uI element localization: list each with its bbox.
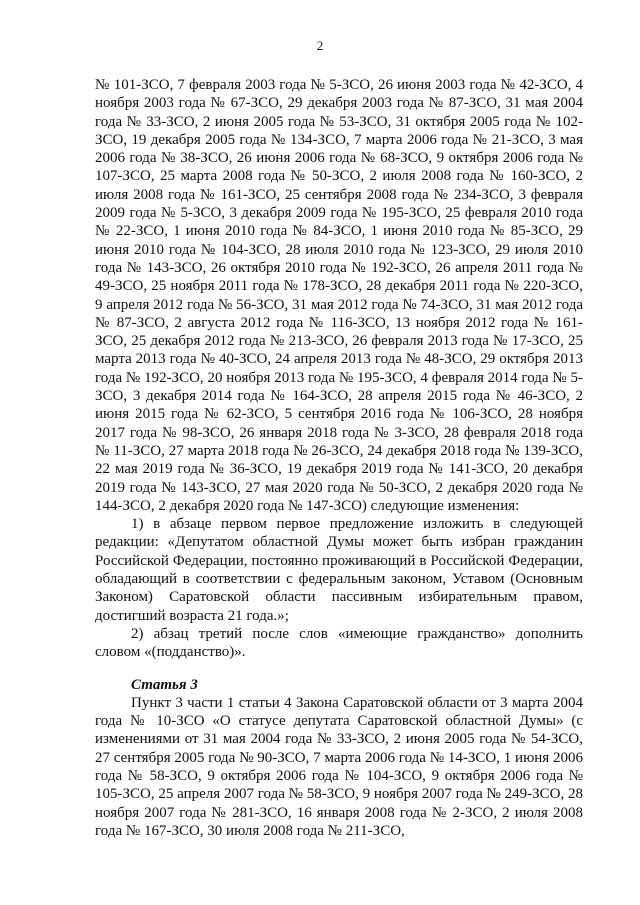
article-heading: Статья 3: [131, 676, 198, 693]
article-paragraph: Пункт 3 части 1 статьи 4 Закона Саратовской области от 3 марта 2004 года № 10-ЗСО «О статусе депутата Саратовской областной Думы» (с изменениями от 31 мая 2004 года № 33-ЗСО, 2 июня 2005 года № 54-ЗСО, 27 сентября 2005 года № 90-ЗСО, 7 марта 2006 года № 14-ЗСО, 1 июня 2006 года № 58-ЗСО, 9 октября 2006 года № 104-ЗСО, 9 октября 2006 года № 105-ЗСО, 25 апреля 2007 года № 58-ЗСО, 9 ноября 2007 года № 249-ЗСО, 28 ноября 2007 года № 281-ЗСО, 16 января 2008 года № 2-ЗСО, 2 июля 2008 года № 167-ЗСО, 30 июля 2008 года № 211-ЗСО,: [95, 694, 583, 839]
amendment-item-2: 2) абзац третий после слов «имеющие гражданство» дополнить словом «(подданство)».: [95, 625, 583, 661]
amendment-list-paragraph: № 101-ЗСО, 7 февраля 2003 года № 5-ЗСО, 26 июня 2003 года № 42-ЗСО, 4 ноября 2003 года № 67-ЗСО, 29 декабря 2003 года № 87-ЗСО, 31 мая 2004 года № 33-ЗСО, 2 июня 2005 года № 53-ЗСО, 31 октября 2005 года № 102-ЗСО, 19 декабря 2005 года № 134-ЗСО, 7 марта 2006 года № 21-ЗСО, 3 мая 2006 года № 38-ЗСО, 26 июня 2006 года № 68-ЗСО, 9 октября 2006 года № 107-ЗСО, 25 марта 2008 года № 50-ЗСО, 2 июля 2008 года № 160-ЗСО, 2 июля 2008 года № 161-ЗСО, 25 сентября 2008 года № 234-ЗСО, 3 февраля 2009 года № 5-ЗСО, 3 декабря 2009 года № 195-ЗСО, 25 февраля 2010 года № 22-ЗСО, 1 июня 2010 года № 84-ЗСО, 1 июня 2010 года № 85-ЗСО, 29 июня 2010 года № 104-ЗСО, 28 июля 2010 года № 123-ЗСО, 29 июля 2010 года № 143-ЗСО, 26 октября 2010 года № 192-ЗСО, 26 апреля 2011 года № 49-ЗСО, 25 ноября 2011 года № 178-ЗСО, 28 декабря 2011 года № 220-ЗСО, 9 апреля 2012 года № 56-ЗСО, 31 мая 2012 года № 74-ЗСО, 31 мая 2012 года № 87-ЗСО, 2 августа 2012 года № 116-ЗСО, 13 ноября 2012 года № 161-ЗСО, 25 декабря 2012 года № 213-ЗСО, 26 февраля 2013 года № 17-ЗСО, 25 марта 2013 года № 40-ЗСО, 24 апреля 2013 года № 48-ЗСО, 29 октября 2013 года № 192-ЗСО, 20 ноября 2013 года № 195-ЗСО, 4 февраля 2014 года № 5-ЗСО, 3 декабря 2014 года № 164-ЗСО, 28 апреля 2015 года № 46-ЗСО, 2 июня 2015 года № 62-ЗСО, 5 сентября 2016 года № 106-ЗСО, 28 ноября 2017 года № 98-ЗСО, 26 января 2018 года № 3-ЗСО, 28 февраля 2018 года № 11-ЗСО, 27 марта 2018 года № 26-ЗСО, 24 декабря 2018 года № 139-ЗСО, 22 мая 2019 года № 36-ЗСО, 19 декабря 2019 года № 141-ЗСО, 20 декабря 2019 года № 143-ЗСО, 27 мая 2020 года № 50-ЗСО, 2 декабря 2020 года № 144-ЗСО, 2 декабря 2020 года № 147-ЗСО) следующие изменения:: [95, 77, 583, 514]
document-body: [95, 76, 583, 840]
amendment-item-1: 1) в абзаце первом первое предложение изложить в следующей редакции: «Депутатом областной Думы может быть избран гражданин Российской Федерации, постоянно проживающий в Российской Федерации, обладающий в соответствии с федеральным законом, Уставом (Основным Законом) Саратовской области пассивным избирательным правом, достигший возраста 21 года.»;: [95, 516, 583, 624]
page-number: 2: [316, 38, 324, 53]
